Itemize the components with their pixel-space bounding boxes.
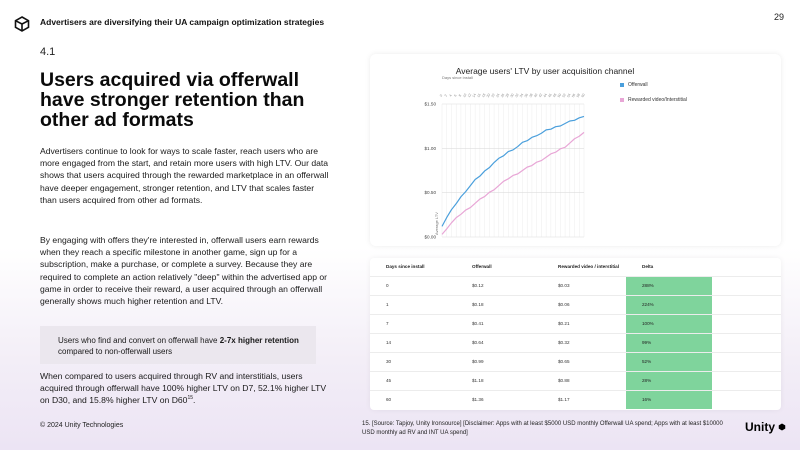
body-paragraph-3	[40, 370, 330, 407]
callout-box	[40, 326, 316, 364]
table-header: Offerwall	[472, 264, 492, 270]
body-paragraph-1: Advertisers continue to look for ways to scale faster, reach users who are more engaged from the start, and retain more users with high LTV. Our data shows that users acquired through the rewarded marketplace in an offerwall have deeper engagement, stronger retention, and LTV that scales faster than users acquired from other ad formats.	[40, 146, 329, 205]
table-cell: 14	[370, 333, 456, 352]
legend-swatch-rewarded	[620, 98, 624, 102]
table-cell: $0.18	[456, 295, 542, 314]
table-header: Rewarded video / interstitial	[558, 264, 620, 270]
y-tick-label: $0.00	[424, 234, 436, 240]
table-cell: 45	[370, 371, 456, 390]
table-cell: 30	[370, 352, 456, 371]
header-title: Advertisers are diversifying their UA campaign optimization strategies	[40, 17, 325, 27]
x-tick-label: 20	[485, 92, 492, 99]
x-tick-label: 50	[556, 92, 563, 99]
ltv-line-chart	[370, 54, 781, 246]
table-cell: $0.99	[456, 352, 542, 371]
x-tick-label: 22	[490, 92, 496, 99]
table-cell: $1.18	[456, 371, 542, 390]
table-cell: $0.32	[542, 333, 626, 352]
x-tick-label: 24	[495, 92, 501, 99]
x-tick-label: 36	[523, 92, 530, 99]
unity-cube-icon	[14, 16, 30, 32]
delta-cell: 16%	[626, 390, 712, 409]
x-tick-label: 60	[580, 92, 586, 99]
x-tick-label: 40	[533, 92, 539, 99]
x-tick-label: 14	[471, 92, 477, 99]
copyright: © 2024 Unity Technologies	[40, 422, 124, 429]
table-cell: $0.88	[542, 371, 626, 390]
table-cell: $0.64	[456, 333, 542, 352]
x-tick-label: 6	[453, 93, 458, 98]
x-tick-label: 2	[443, 93, 449, 98]
table-row	[370, 352, 781, 371]
x-tick-label: 52	[561, 92, 567, 99]
table-row	[370, 390, 781, 409]
legend-item-offerwall	[620, 82, 687, 88]
table-cell: $1.36	[456, 390, 542, 409]
x-tick-label: 18	[481, 92, 487, 99]
table-cell: $0.41	[456, 314, 542, 333]
footnote: 15. [Source: Tapjoy, Unity Ironsource] [Disclaimer: Apps with at least $5000 USD monthly Offerwall UA spend; Apps with at least $10000 USD monthly ad RV and INT UA spend]	[362, 421, 723, 436]
unity-cube-small-icon	[778, 423, 786, 431]
delta-cell: 288%	[626, 276, 712, 295]
table-row	[370, 333, 781, 352]
legend-item-rewarded	[620, 97, 687, 103]
page-title: Users acquired via offerwall have stronger retention than other ad formats	[40, 69, 305, 131]
unity-logo	[745, 420, 786, 434]
table-row	[370, 295, 781, 314]
delta-cell: 99%	[626, 333, 712, 352]
table-cell: $0.21	[542, 314, 626, 333]
x-tick-label: 26	[499, 92, 506, 99]
y-tick-label: $1.00	[424, 145, 436, 151]
callout-highlight: 2-7x higher retention	[219, 336, 299, 345]
delta-cell: 100%	[626, 314, 712, 333]
x-tick-label: 12	[466, 92, 473, 99]
x-tick-label: 8	[457, 93, 463, 98]
table-row	[370, 371, 781, 390]
table-cell: $0.06	[542, 295, 626, 314]
table-header: Delta	[642, 264, 654, 270]
section-number: 4.1	[40, 46, 56, 58]
delta-cell: 52%	[626, 352, 712, 371]
table-header-row	[370, 258, 781, 276]
y-axis-label: Average LTV	[434, 212, 439, 235]
x-tick-label: 44	[542, 92, 548, 99]
table-cell: 1	[370, 295, 456, 314]
x-tick-label: 38	[528, 92, 534, 99]
callout-text-end: compared to non-offerwall users	[58, 347, 173, 356]
x-tick-label: 58	[575, 92, 582, 99]
body-paragraph-3-text: When compared to users acquired through RV and interstitials, users acquired through offerwall have 100% higher LTV on D7, 52.1% higher LTV on D30, and 15.8% higher LTV on D60	[40, 371, 327, 406]
callout-text: Users who find and convert on offerwall have	[58, 336, 220, 345]
table-cell: $0.03	[542, 276, 626, 295]
table-row	[370, 314, 781, 333]
table-header: Days since install	[386, 264, 425, 270]
x-tick-label: 54	[566, 92, 572, 99]
x-tick-label: 46	[547, 92, 553, 99]
legend-label-offerwall: Offerwall	[628, 82, 648, 88]
x-axis-label: Days since install	[442, 75, 473, 80]
chart-legend	[620, 82, 687, 112]
table-cell: 0	[370, 276, 456, 295]
x-tick-label: 42	[537, 92, 544, 99]
body-paragraph-3-end: .	[193, 395, 196, 406]
table-cell: 7	[370, 314, 456, 333]
x-tick-label: 32	[514, 92, 520, 99]
table-cell: 60	[370, 390, 456, 409]
x-tick-label: 0	[438, 93, 444, 98]
page-number: 29	[773, 12, 784, 22]
table-cell: $0.12	[456, 276, 542, 295]
x-tick-label: 4	[448, 93, 453, 98]
y-tick-label: $1.50	[424, 101, 436, 107]
table-cell: $1.17	[542, 390, 626, 409]
delta-cell: 224%	[626, 295, 712, 314]
x-tick-label: 34	[518, 92, 525, 99]
x-tick-label: 30	[509, 92, 515, 99]
unity-wordmark: Unity	[745, 420, 775, 434]
legend-label-rewarded: Rewarded video/Interstitial	[628, 97, 687, 103]
ltv-table-card	[370, 258, 781, 410]
body-paragraph-2: By engaging with offers they're interested in, offerwall users earn rewards when they reach a specific milestone in another game, sign up for a subscription, make a purchase, or complete a survey. Because they are required to complete an action relatively "deep" within the advertised app or game in order to receive their reward, a user acquired through an offerwall generally shows much higher retention and LTV.	[40, 235, 327, 307]
legend-swatch-offerwall	[620, 83, 624, 87]
y-tick-label: $0.50	[424, 190, 436, 196]
ltv-table	[370, 258, 781, 409]
table-row	[370, 276, 781, 295]
chart-title: Average users' LTV by user acquisition channel	[455, 66, 635, 76]
footnote-ref: 15	[187, 395, 194, 402]
x-tick-label: 28	[504, 92, 511, 99]
ltv-chart-card	[370, 54, 781, 246]
x-tick-label: 48	[552, 92, 558, 99]
delta-cell: 28%	[626, 371, 712, 390]
x-tick-label: 16	[476, 92, 482, 99]
x-tick-label: 56	[570, 92, 577, 99]
x-tick-label: 10	[462, 92, 468, 99]
table-cell: $0.65	[542, 352, 626, 371]
